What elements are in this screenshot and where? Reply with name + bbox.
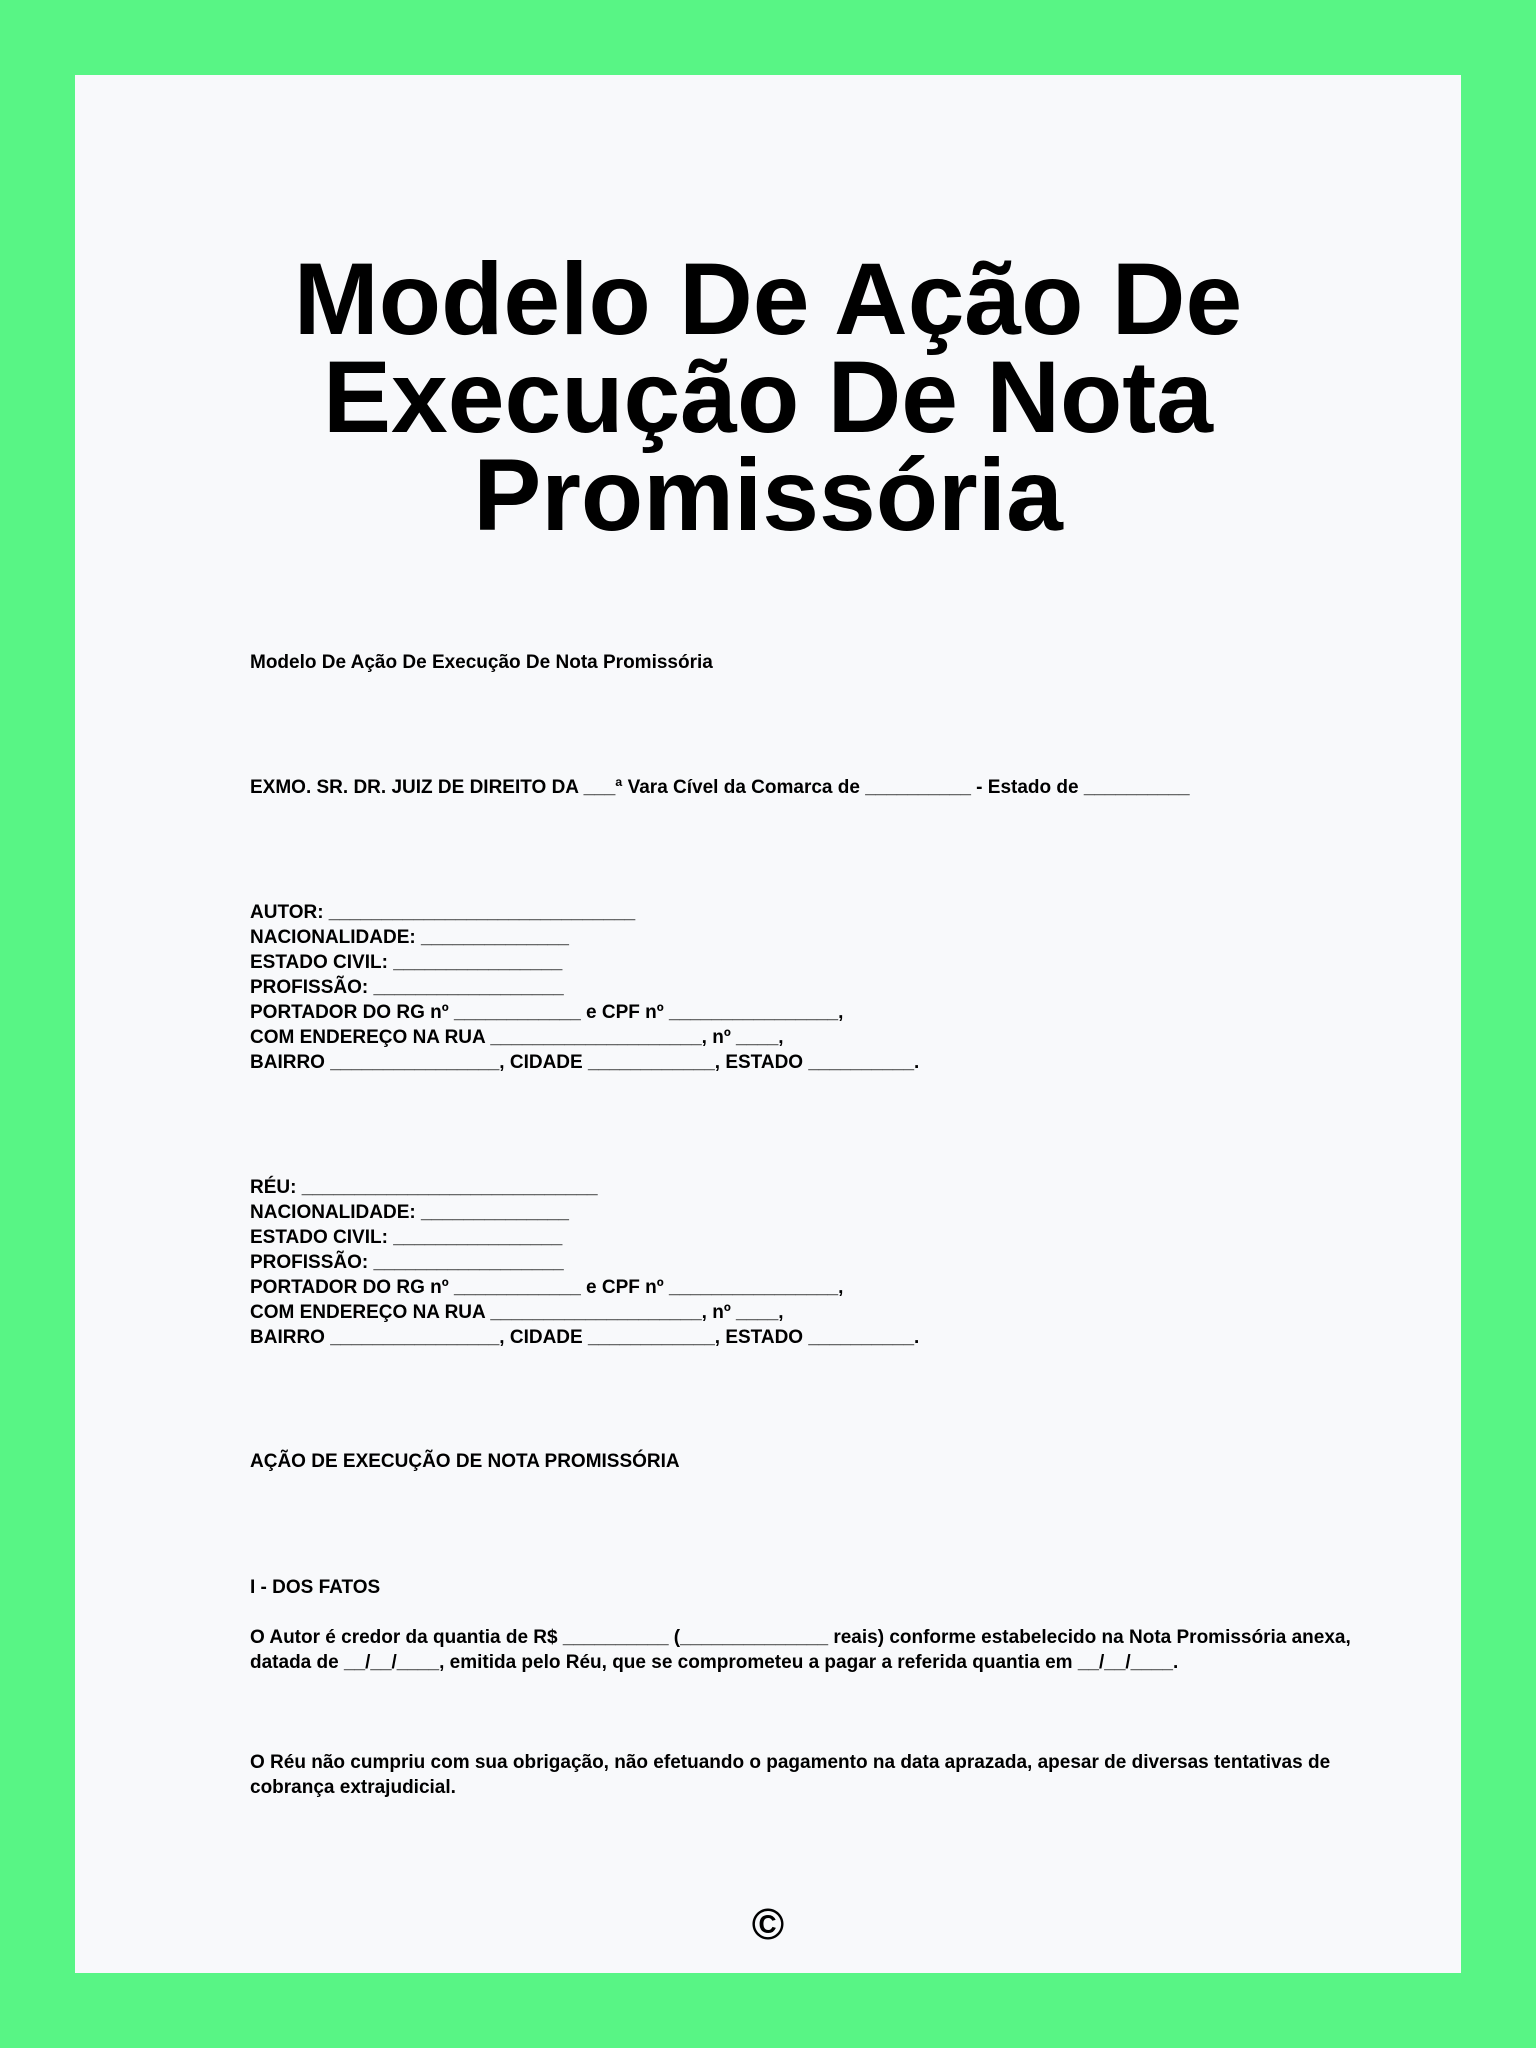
addressee-line: EXMO. SR. DR. JUIZ DE DIREITO DA ___ª Vara Cível da Comarca de __________ - Estado de __________ (250, 777, 1190, 798)
title-line: Modelo De Ação De (293, 242, 1243, 356)
autor-block (250, 900, 1360, 1075)
title-line: Execução De Nota (322, 340, 1213, 454)
action-title: AÇÃO DE EXECUÇÃO DE NOTA PROMISSÓRIA (250, 1451, 680, 1472)
title-line: Promissória (473, 438, 1063, 552)
reu-block (250, 1175, 1360, 1350)
section-heading-fatos: I - DOS FATOS (250, 1577, 381, 1598)
document-page (75, 75, 1461, 1973)
reu-line: BAIRRO ________________, CIDADE ____________, ESTADO __________. (250, 1327, 920, 1348)
autor-line: NACIONALIDADE: ______________ (250, 927, 569, 948)
autor-line: COM ENDEREÇO NA RUA ____________________, nº ____, (250, 1027, 784, 1048)
reu-line: RÉU: ____________________________ (250, 1177, 598, 1198)
document-title (75, 242, 1461, 552)
autor-line: PROFISSÃO: __________________ (250, 977, 564, 998)
reu-line: ESTADO CIVIL: ________________ (250, 1227, 563, 1248)
autor-line: PORTADOR DO RG nº ____________ e CPF nº ________________, (250, 1002, 844, 1023)
autor-line: AUTOR: _____________________________ (250, 902, 636, 923)
document-subtitle: Modelo De Ação De Execução De Nota Promissória (250, 652, 713, 673)
reu-line: COM ENDEREÇO NA RUA ____________________, nº ____, (250, 1302, 784, 1323)
reu-line: NACIONALIDADE: ______________ (250, 1202, 569, 1223)
reu-line: PROFISSÃO: __________________ (250, 1252, 564, 1273)
paragraph-credito: O Autor é credor da quantia de R$ __________ (______________ reais) conforme estabelecido na Nota Promissória anexa, datada de __/__/____, emitida pelo Réu, que se comprometeu a pagar a referida quantia em __/__/____. (250, 1627, 1351, 1673)
autor-line: BAIRRO ________________, CIDADE ____________, ESTADO __________. (250, 1052, 920, 1073)
reu-line: PORTADOR DO RG nº ____________ e CPF nº ________________, (250, 1277, 844, 1298)
paragraph-inadimplencia: O Réu não cumpriu com sua obrigação, não efetuando o pagamento na data aprazada, apesar de diversas tentativas de cobrança extrajudicial. (250, 1752, 1331, 1798)
copyright-symbol: © (751, 1900, 785, 1949)
autor-line: ESTADO CIVIL: ________________ (250, 952, 563, 973)
